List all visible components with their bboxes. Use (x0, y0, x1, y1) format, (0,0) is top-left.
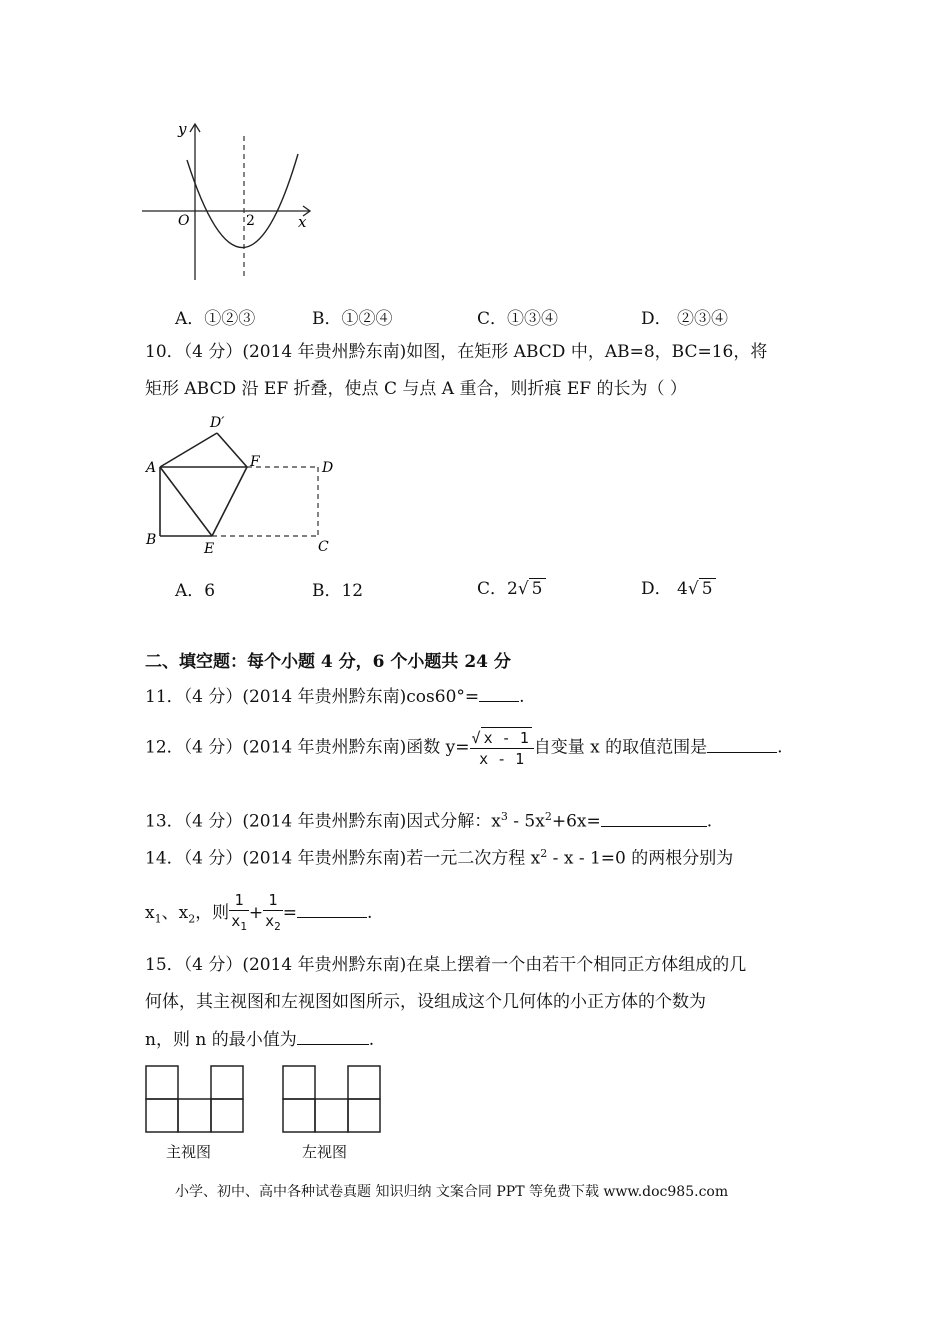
q14-then: ，则 (195, 903, 230, 923)
segment-fe (212, 467, 247, 536)
q10-option-c-prefix: C．2 (477, 579, 518, 599)
q10-option-d-radicand: 5 (699, 578, 716, 599)
q14-f1-den-sub: 1 (240, 920, 247, 933)
q14-f1-den: x (231, 912, 241, 930)
q10-option-c (477, 574, 546, 599)
segment-ae (160, 467, 212, 536)
q14-fraction-1 (229, 890, 249, 937)
section-2-title: 二、填空题：每个小题 4 分，6 个小题共 24 分 (145, 652, 511, 672)
q13-exp2: 2 (544, 810, 552, 823)
q14-sub1: 1 (154, 912, 162, 926)
tick-2-label: 2 (246, 213, 255, 229)
q14-sep: 、x (161, 903, 189, 923)
q14-x1: x (145, 903, 155, 923)
label-d: D (322, 460, 334, 476)
q15-end: . (368, 1030, 375, 1050)
label-f: F (250, 454, 260, 470)
q10-option-b: B．12 (312, 581, 364, 601)
q14-f2-den: x (265, 912, 275, 930)
q11-end: . (519, 687, 525, 707)
q14-line1-exp: 2 (540, 847, 548, 860)
label-d-prime: D′ (210, 415, 225, 431)
q9-option-b: B．①②④ (312, 309, 393, 329)
q11-answer-blank (479, 685, 519, 702)
q14-plus: + (248, 903, 264, 923)
label-a: A (146, 460, 157, 476)
q9-option-d: D． ②③④ (641, 309, 729, 329)
q10-line-1: 10．（4 分）(2014 年贵州黔东南)如图，在矩形 ABCD 中，AB=8，BC=16，将 (145, 342, 768, 362)
q15-line3-text: n，则 n 的最小值为 (145, 1030, 297, 1050)
front-view-bottom-left-cell (146, 1099, 178, 1132)
q10-option-a: A．6 (175, 581, 216, 601)
q9-option-c: C．①③④ (477, 309, 559, 329)
q12-suffix: 自变量 x 的取值范围是 (533, 737, 708, 758)
q12-prefix: 12．（4 分）(2014 年贵州黔东南)函数 y= (145, 737, 470, 758)
label-c: C (318, 539, 329, 555)
q14-line1-suffix: - x - 1=0 的两根分别为 (547, 848, 734, 869)
front-view-top-right-cell (211, 1066, 243, 1099)
q12-denominator: x - 1 (479, 750, 525, 768)
q14-eq: = (282, 903, 297, 923)
label-e: E (204, 541, 215, 557)
q10-option-d (641, 574, 716, 599)
q14-line1-prefix: 14．（4 分）(2014 年贵州黔东南)若一元二次方程 x (145, 848, 541, 869)
left-view-caption: 左视图 (302, 1143, 348, 1161)
q13 (145, 806, 712, 833)
q9-option-a: A．①②③ (175, 309, 256, 329)
q15-line-3 (145, 1028, 374, 1051)
q14-f1-num: 1 (229, 890, 249, 911)
q12-numerator: x - 1 (481, 727, 532, 748)
q14-line-2 (145, 890, 372, 937)
rectangle-fold-figure (140, 410, 350, 560)
label-b: B (146, 532, 157, 548)
q12-fraction (470, 727, 534, 769)
sqrt-sign: √ (517, 579, 529, 599)
q11-text: 11．（4 分）(2014 年贵州黔东南)cos60°= (145, 687, 480, 707)
q12 (145, 727, 783, 769)
left-view-bottom-left-cell (283, 1099, 315, 1132)
q13-prefix: 13．（4 分）(2014 年贵州黔东南)因式分解：x (145, 811, 501, 832)
q15-line-1: 15．（4 分）(2014 年贵州黔东南)在桌上摆着一个由若干个相同正方体组成的几 (145, 955, 747, 975)
left-view-bottom-middle-cell (315, 1099, 348, 1132)
page-footer: 小学、初中、高中各种试卷真题 知识归纳 文案合同 PPT 等免费下载 www.doc985.com (175, 1184, 729, 1200)
parabola-curve (187, 154, 298, 248)
q12-end: . (777, 737, 783, 758)
front-view-caption: 主视图 (166, 1143, 212, 1161)
sqrt-sign: √ (687, 579, 699, 599)
q14-end: . (367, 903, 373, 923)
q15-answer-blank (297, 1028, 369, 1045)
q14-f2-den-sub: 2 (274, 920, 281, 933)
left-view-bottom-right-cell (348, 1099, 380, 1132)
q12-answer-blank (707, 736, 777, 753)
front-view-bottom-middle-cell (178, 1099, 211, 1132)
q14-f2-num: 1 (263, 890, 283, 911)
origin-label: O (178, 213, 190, 229)
q13-answer-blank (601, 810, 707, 827)
q14-answer-blank (297, 901, 367, 918)
parabola-graph (140, 118, 320, 288)
q13-mid: - 5x (507, 811, 545, 832)
segment-d-prime-f (217, 433, 247, 467)
q10-option-d-prefix: D． 4 (641, 579, 688, 599)
front-view-top-left-cell (146, 1066, 178, 1099)
q10-option-c-radicand: 5 (529, 578, 546, 599)
front-view-bottom-right-cell (211, 1099, 243, 1132)
left-view-top-left-cell (283, 1066, 315, 1099)
sqrt-sign: √ (471, 729, 481, 747)
q13-exp1: 3 (500, 810, 508, 823)
q14-fraction-2 (263, 890, 283, 937)
left-view-top-right-cell (348, 1066, 380, 1099)
segment-ad-prime (160, 433, 217, 467)
x-label: x (298, 213, 307, 231)
q15-line-2: 何体，其主视图和左视图如图所示，设组成这个几何体的小正方体的个数为 (145, 992, 706, 1012)
q14-line-1 (145, 843, 733, 870)
q13-end: . (706, 811, 713, 832)
y-label: y (178, 120, 187, 138)
q14-sub2: 2 (188, 912, 196, 926)
q11 (145, 685, 525, 708)
q10-line-2: 矩形 ABCD 沿 EF 折叠，使点 C 与点 A 重合，则折痕 EF 的长为（ ） (145, 379, 687, 399)
q13-tail: +6x= (551, 811, 601, 832)
